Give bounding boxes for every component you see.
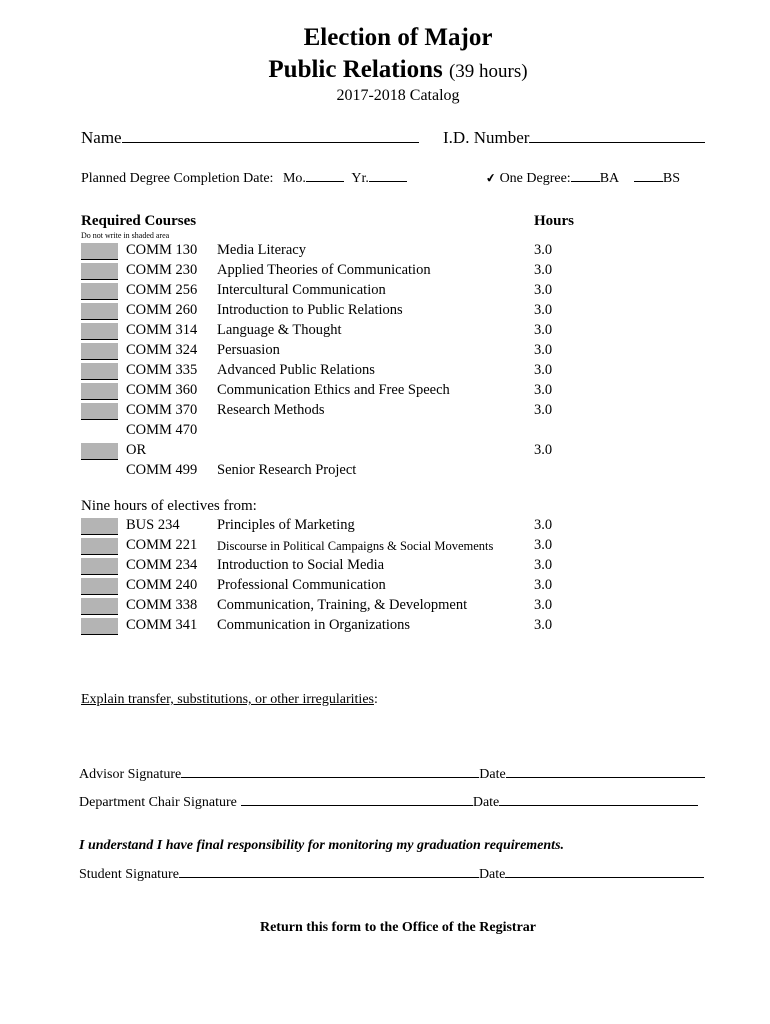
course-name: Research Methods	[217, 402, 325, 418]
student-signature-field[interactable]	[179, 865, 479, 878]
id-row	[443, 128, 705, 148]
course-row	[0, 362, 770, 382]
required-courses-heading: Required Courses	[81, 213, 197, 229]
course-name: Language & Thought	[217, 322, 342, 338]
chair-date-field[interactable]	[499, 793, 698, 806]
course-hours: 3.0	[534, 362, 553, 378]
course-row	[0, 242, 770, 262]
course-name: Communication in Organizations	[217, 617, 411, 633]
hours-heading: Hours	[534, 213, 575, 229]
catalog-year: 2017-2018 Catalog	[336, 87, 460, 104]
shaded-box	[81, 283, 118, 300]
date-label: Date	[479, 767, 506, 782]
course-row	[0, 262, 770, 282]
course-code: COMM 314	[126, 322, 198, 338]
capstone-row-or	[0, 442, 770, 462]
date-label: Date	[478, 867, 506, 882]
course-hours: 3.0	[534, 577, 553, 593]
month-field[interactable]	[306, 169, 344, 182]
year-field[interactable]	[369, 169, 407, 182]
course-code: COMM 221	[126, 537, 198, 553]
course-name: Advanced Public Relations	[217, 362, 375, 378]
course-name: Discourse in Political Campaigns & Social Movements	[217, 539, 494, 553]
major-name: Public Relations	[268, 56, 443, 83]
shaded-box	[81, 303, 118, 320]
chair-signature-field[interactable]	[241, 793, 473, 806]
shaded-box	[81, 363, 118, 380]
course-hours: 3.0	[534, 382, 553, 398]
course-hours: 3.0	[534, 537, 553, 553]
course-hours: 3.0	[534, 442, 553, 458]
checkmark-icon: ✔	[484, 170, 498, 186]
ba-field[interactable]	[571, 169, 600, 182]
electives-heading: Nine hours of electives from:	[81, 498, 257, 514]
capstone-row-499	[0, 462, 770, 482]
course-name: Senior Research Project	[217, 462, 357, 478]
ba-label: BA	[599, 171, 619, 186]
course-name: Persuasion	[217, 342, 280, 358]
bs-field[interactable]	[634, 169, 663, 182]
shaded-box	[81, 403, 118, 420]
course-code: COMM 338	[126, 597, 198, 613]
id-label: I.D. Number	[443, 128, 530, 147]
shaded-box	[81, 383, 118, 400]
course-code: COMM 324	[126, 342, 198, 358]
course-hours: 3.0	[534, 302, 553, 318]
return-instructions: Return this form to the Office of the Registrar	[259, 920, 537, 935]
course-hours: 3.0	[534, 322, 553, 338]
course-hours: 3.0	[534, 262, 553, 278]
chair-signature-label: Department Chair Signature	[79, 795, 237, 810]
course-row	[0, 382, 770, 402]
one-degree-label: One Degree:	[499, 171, 571, 186]
course-name: Media Literacy	[217, 242, 306, 258]
shaded-box	[81, 538, 118, 555]
shaded-box	[81, 618, 118, 635]
irregularities-prompt	[81, 692, 378, 708]
course-hours: 3.0	[534, 597, 553, 613]
course-code: COMM 499	[126, 462, 198, 478]
completion-label: Planned Degree Completion Date:	[81, 171, 274, 186]
shaded-box	[81, 323, 118, 340]
course-code: COMM 360	[126, 382, 198, 398]
form-title: Election of Major	[303, 24, 493, 51]
course-hours: 3.0	[534, 342, 553, 358]
capstone-row-470	[0, 422, 770, 442]
shaded-box	[81, 598, 118, 615]
name-label: Name	[81, 128, 122, 147]
course-name: Introduction to Social Media	[217, 557, 385, 573]
course-name: Applied Theories of Communication	[217, 262, 431, 278]
name-field[interactable]	[122, 128, 419, 143]
course-row	[0, 402, 770, 422]
course-row	[0, 322, 770, 342]
course-name: Principles of Marketing	[217, 517, 355, 533]
or-label: OR	[126, 442, 147, 458]
elective-row	[0, 557, 770, 577]
course-name: Intercultural Communication	[217, 282, 386, 298]
name-row	[81, 128, 419, 148]
chair-signature-row	[79, 793, 698, 811]
advisor-date-field[interactable]	[506, 765, 705, 778]
course-hours: 3.0	[534, 617, 553, 633]
shaded-box	[81, 518, 118, 535]
course-name: Professional Communication	[217, 577, 386, 593]
shaded-area-note: Do not write in shaded area	[81, 231, 170, 240]
year-label: Yr.	[351, 171, 369, 186]
shaded-box	[81, 243, 118, 260]
month-label: Mo.	[282, 171, 306, 186]
course-code: COMM 256	[126, 282, 198, 298]
course-name: Communication, Training, & Development	[217, 597, 468, 613]
course-code: COMM 341	[126, 617, 198, 633]
course-code: COMM 234	[126, 557, 198, 573]
id-number-field[interactable]	[529, 128, 705, 143]
course-code: COMM 260	[126, 302, 198, 318]
elective-row	[0, 597, 770, 617]
course-code: COMM 470	[126, 422, 198, 438]
major-title	[0, 56, 770, 84]
course-code: COMM 230	[126, 262, 198, 278]
course-hours: 3.0	[534, 402, 553, 418]
course-hours: 3.0	[534, 557, 553, 573]
course-code: COMM 370	[126, 402, 198, 418]
course-name: Introduction to Public Relations	[217, 302, 403, 318]
elective-row	[0, 517, 770, 537]
course-code: COMM 335	[126, 362, 198, 378]
shaded-box	[81, 343, 118, 360]
course-name: Communication Ethics and Free Speech	[217, 382, 450, 398]
advisor-signature-field[interactable]	[181, 765, 479, 778]
course-hours: 3.0	[534, 282, 553, 298]
course-code: COMM 240	[126, 577, 198, 593]
elective-row	[0, 617, 770, 637]
elective-row	[0, 537, 770, 557]
course-row	[0, 302, 770, 322]
shaded-box	[81, 578, 118, 595]
degree-row	[486, 169, 680, 187]
student-signature-label: Student Signature	[79, 867, 179, 882]
irregularities-colon: :	[373, 692, 378, 707]
student-signature-row	[79, 865, 704, 883]
student-date-field[interactable]	[505, 865, 704, 878]
major-hours: (39 hours)	[448, 61, 528, 82]
date-label: Date	[472, 795, 500, 810]
shaded-box	[81, 263, 118, 280]
course-code: BUS 234	[126, 517, 180, 533]
course-hours: 3.0	[534, 242, 553, 258]
bs-label: BS	[662, 171, 681, 186]
advisor-signature-row	[79, 765, 705, 783]
course-code: COMM 130	[126, 242, 198, 258]
shaded-box	[81, 443, 118, 460]
shaded-box	[81, 558, 118, 575]
elective-row	[0, 577, 770, 597]
course-row	[0, 342, 770, 362]
course-row	[0, 282, 770, 302]
irregularities-label: Explain transfer, substitutions, or other irregularities	[81, 692, 374, 707]
completion-row	[81, 169, 407, 187]
advisor-signature-label: Advisor Signature	[79, 767, 182, 782]
course-hours: 3.0	[534, 517, 553, 533]
responsibility-statement: I understand I have final responsibility for monitoring my graduation requirements.	[79, 838, 565, 853]
